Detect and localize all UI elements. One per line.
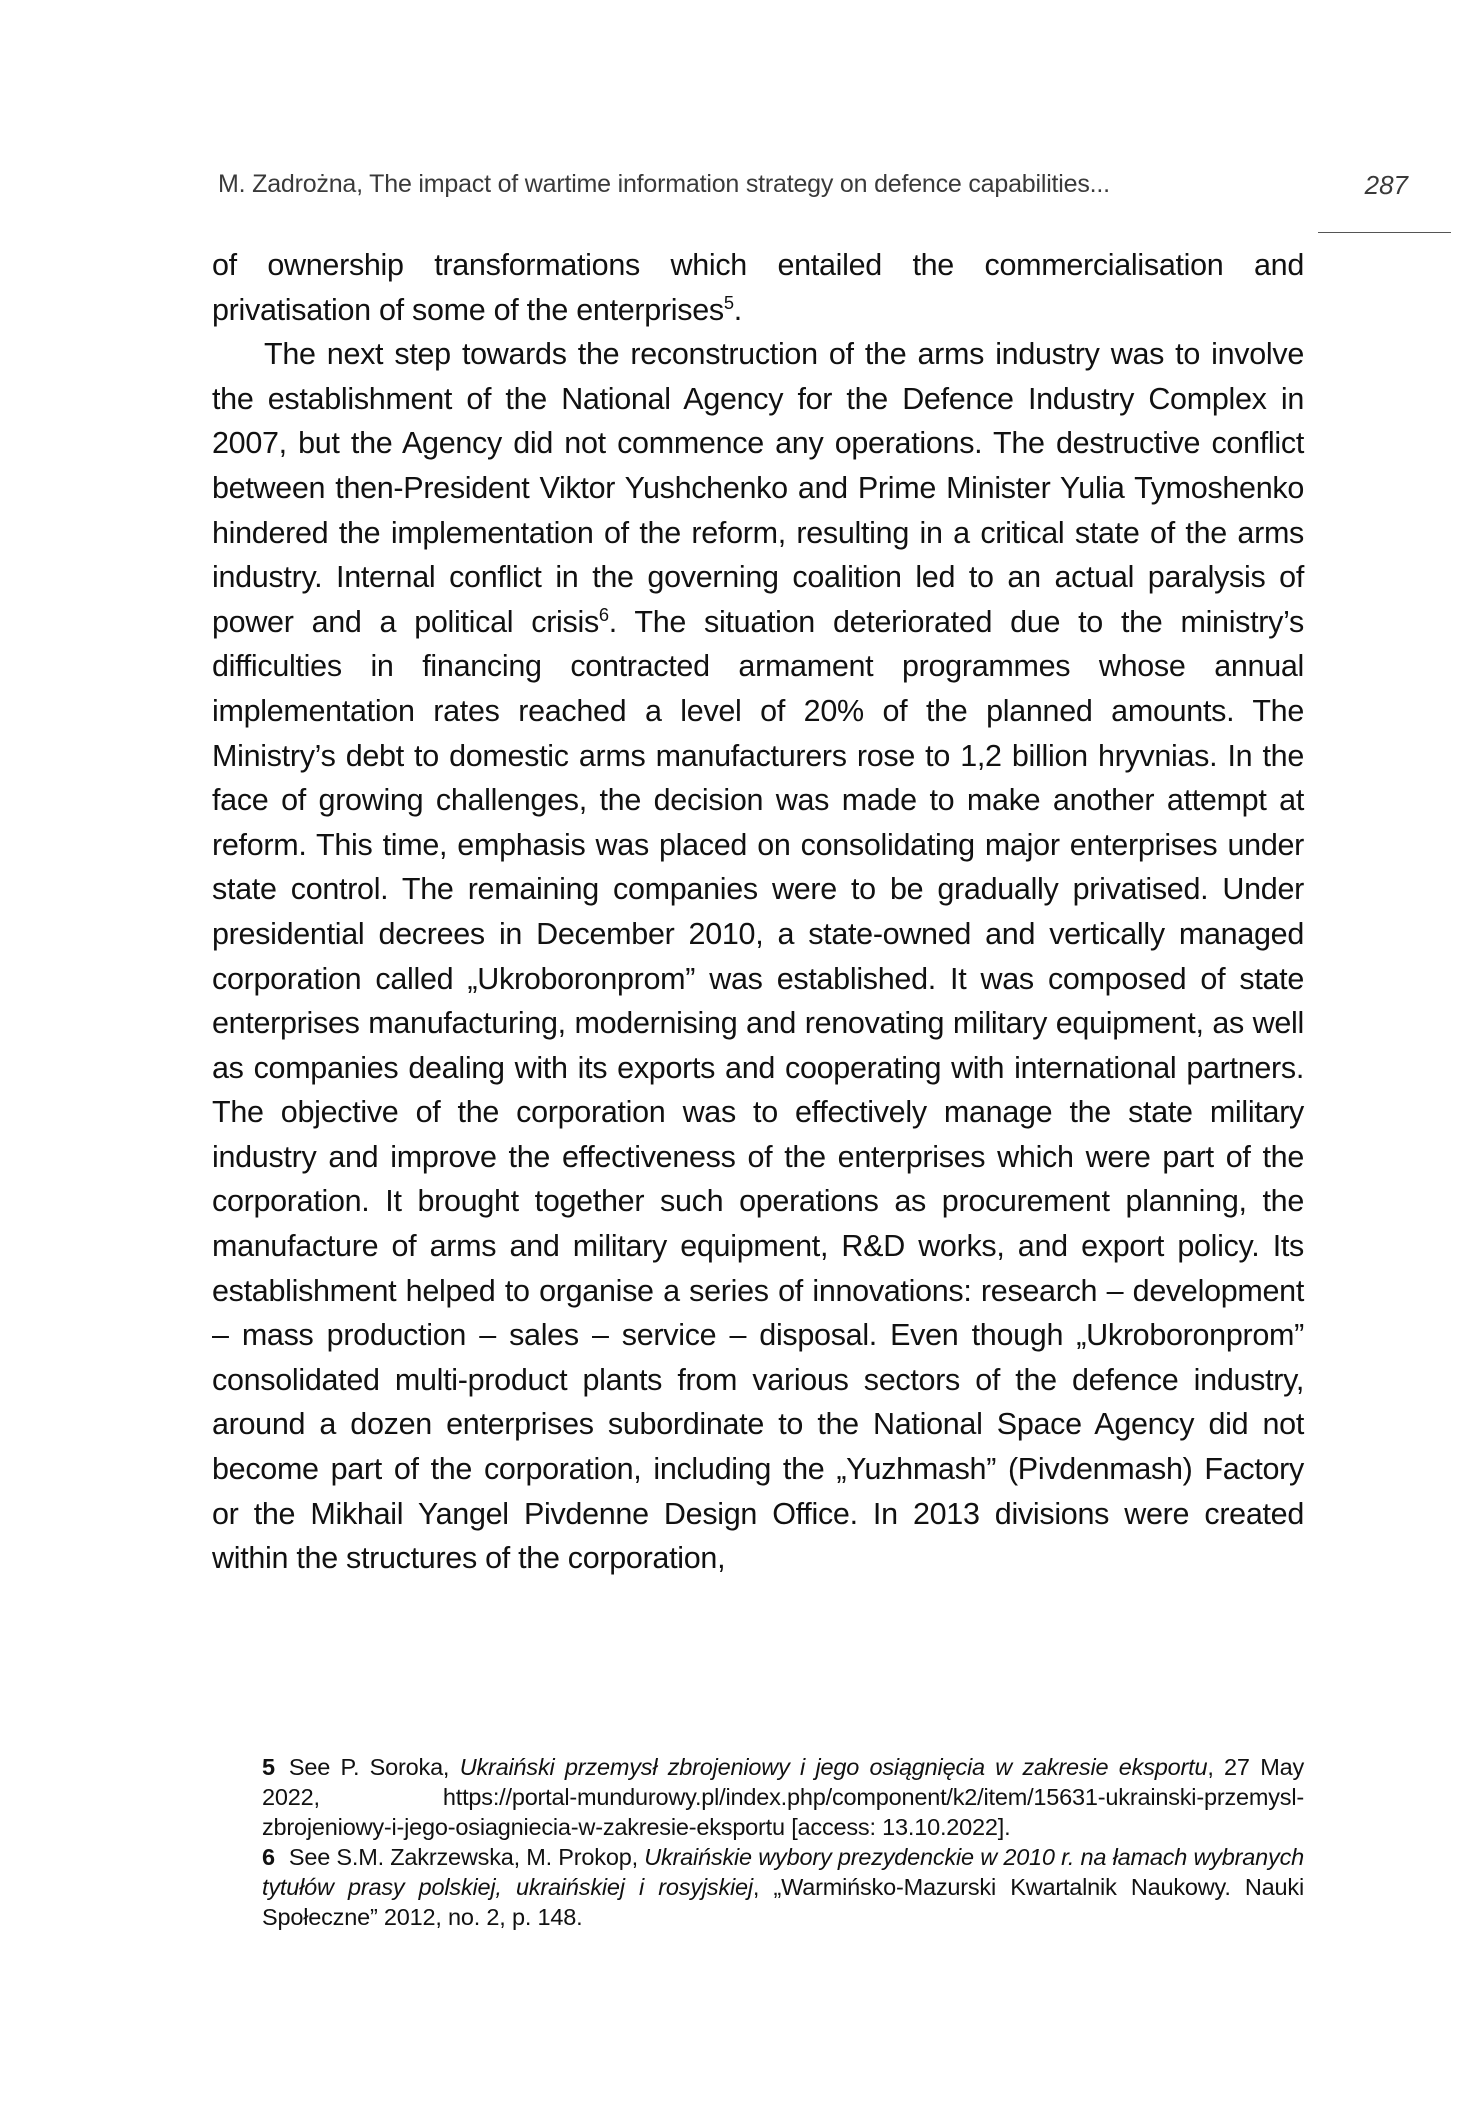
footnote-number: 5	[262, 1754, 275, 1780]
footnote-ref[interactable]: 5	[723, 291, 734, 313]
footnote-title: Ukraińskie wybory prezydenckie w 2010 r. na łamach wybranych tytułów prasy polskiej, ukraińskiej i rosyjskiej	[262, 1844, 1305, 1900]
footnote-rest: , „Warmińsko-Mazurski Kwartalnik Naukowy. Nauki Społeczne” 2012, no. 2, p. 148.	[262, 1874, 1304, 1930]
paragraph-end: .	[733, 292, 742, 327]
page-number: 287	[1364, 170, 1408, 200]
paragraph	[212, 332, 1304, 1581]
footnote-number: 6	[262, 1844, 275, 1870]
footnotes	[262, 1752, 1304, 1932]
footnote-lead: See S.M. Zakrzewska, M. Prokop,	[288, 1844, 645, 1870]
footnote-ref[interactable]: 6	[598, 603, 609, 625]
body-text	[212, 243, 1304, 1581]
running-title: M. Zadrożna, The impact of wartime information strategy on defence capabilities...	[218, 170, 1110, 198]
paragraph-text-cont: . The situation deteriorated due to the ministry’s difficulties in financing contracted armament programmes whose annual implementation rates reached a level of 20% of the planned amounts. The Ministry’s debt to domestic arms manufacturers rose to 1,2 billion hryvnias. In the face of growing challenges, the decision was made to make another attempt at reform. This time, emphasis was placed on consolidating major enterprises under state control. The remaining companies were to be gradually privatised. Under presidential decrees in December 2010, a state-owned and vertically managed corporation called „Ukroboronprom” was established. It was composed of state enterprises manufacturing, modernising and renovating military equipment, as well as companies dealing with its exports and cooperating with international partners. The objective of the corporation was to effectively manage the state military industry and improve the effectiveness of the enterprises which were part of the corporation. It brought together such operations as procurement planning, the manufacture of arms and military equipment, R&D works, and export policy. Its establishment helped to organise a series of innovations: research – development – mass production – sales – service – disposal. Even though „Ukroboronprom” consolidated multi-product plants from various sectors of the defence industry, around a dozen enterprises subordinate to the National Space Agency did not become part of the corporation, including the „Yuzhmash” (Pivdenmash) Factory or the Mikhail Yangel Pivdenne Design Office. In 2013 divisions were created within the structures of the corporation,	[212, 604, 1304, 1576]
header-rule	[1318, 232, 1451, 233]
paragraph-text: The next step towards the reconstruction of the arms industry was to involve the establishment of the National Agency for the Defence Industry Complex in 2007, but the Agency did not commence any operations. The destructive conflict between then-President Viktor Yushchenko and Prime Minister Yulia Tymoshenko hindered the implementation of the reform, resulting in a critical state of the arms industry. Internal conflict in the governing coalition led to an actual paralysis of power and a political crisis	[212, 337, 1304, 639]
paragraph-text: of ownership transformations which entailed the commercialisation and privatisation of some of the enterprises	[212, 248, 1304, 327]
paragraph-continued	[212, 243, 1304, 332]
footnote	[262, 1752, 1304, 1842]
footnote-rest: , 27 May 2022, https://portal-mundurowy.pl/index.php/component/k2/item/15631-ukrainski-przemysl-zbrojeniowy-i-jego-osiagniecia-w-zakresie-eksportu [access: 13.10.2022].	[262, 1754, 1304, 1840]
footnote-lead: See P. Soroka,	[288, 1754, 460, 1780]
footnote-title: Ukraiński przemysł zbrojeniowy i jego osiągnięcia w zakresie eksportu	[459, 1754, 1208, 1780]
footnote	[262, 1842, 1304, 1932]
